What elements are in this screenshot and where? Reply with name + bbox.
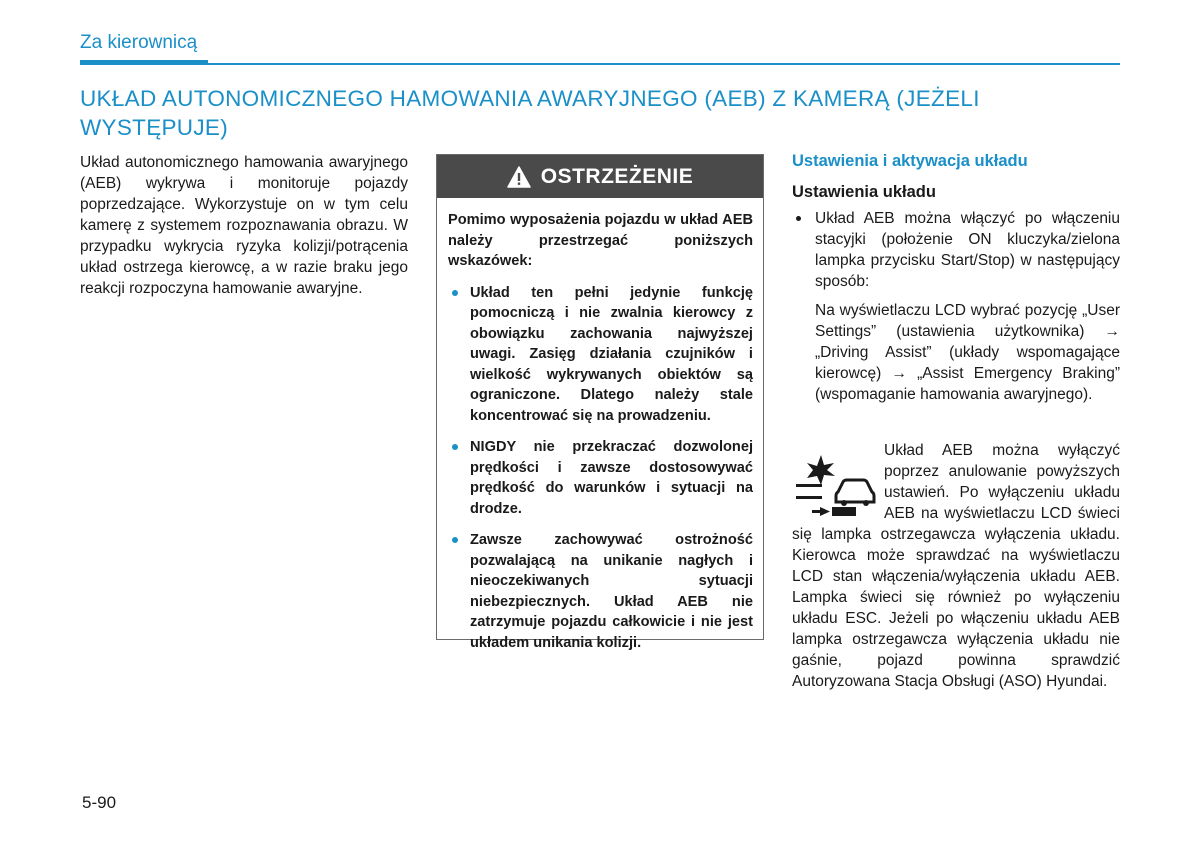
header-rule <box>80 63 1120 65</box>
warning-heading: OSTRZEŻENIE <box>540 164 694 188</box>
warning-header <box>437 155 763 198</box>
warning-item: Zawsze zachowywać ostrożność pozwalającą na unikanie nagłych i nieoczekiwanych sytuacji niebezpiecznych. Układ AEB nie zatrzymuje pojazdu całkowicie i nie jest układem unikania kolizji. <box>448 530 753 653</box>
lcd-instruction: Na wyświetlaczu LCD wybrać pozycję „User Settings” (ustawienia użytkownika) → „Driving Assist” (układy wspomagające kierowcę) → „Assist Emergency Braking” (wspomaganie hamowania awaryjnego). <box>815 302 1120 403</box>
warning-list <box>448 283 753 654</box>
right-column <box>792 150 1120 692</box>
settings-heading: Ustawienia układu <box>792 183 936 201</box>
section-header: Za kierownicą <box>80 32 198 53</box>
warning-body <box>437 198 763 653</box>
page-number: 5-90 <box>82 793 117 812</box>
warning-item: NIGDY nie przekraczać dozwolonej prędkości i zawsze dostosowywać prędkość do warunków i sytuacji na drodze. <box>448 437 753 519</box>
warning-item: Układ ten pełni jedynie funkcję pomocniczą i nie zwalnia kierowcy z obowiązku zachowania najwyższej uwagi. Zasięg działania czujników i wielkość wykrywanych obiektów są ograniczone. Dlatego należy stale koncentrować się na prowadzeniu. <box>448 283 753 427</box>
aeb-warning-lamp-icon <box>792 452 876 522</box>
aeb-off-section <box>792 440 1120 692</box>
warning-intro: Pomimo wyposażenia pojazdu w układ AEB należy przestrzegać poniższych wskazówek: <box>448 212 753 269</box>
warning-box <box>436 154 764 651</box>
intro-paragraph: Układ autonomicznego hamowania awaryjnego (AEB) wykrywa i monitoruje pojazdy poprzedzające. Wykorzystuje on w tym celu kamerę z systemem rozpoznawania obrazu. W przypadku wykrycia ryzyka kolizji/potrącenia układ ostrzega kierowcę, a w razie braku jego reakcji rozpoczyna hamowanie awaryjne. <box>80 154 408 297</box>
settings-activation-heading: Ustawienia i aktywacja układu <box>792 152 1028 170</box>
page-title: UKŁAD AUTONOMICZNEGO HAMOWANIA AWARYJNEGO (AEB) Z KAMERĄ (JEŻELI WYSTĘPUJE) <box>80 86 980 140</box>
aeb-off-paragraph: Układ AEB można wyłączyć poprzez anulowanie powyższych ustawień. Po wyłączeniu układu AEB na wyświetlaczu LCD świeci się lampka ostrzegawcza wyłączenia układu. Kierowca może sprawdzać na wyświetlaczu LCD stan włączenia/wyłączenia układu AEB. Lampka świeci się również po wyłączeniu układu ESC. Jeżeli po włączeniu układu AEB lampka ostrzegawcza wyłączenia układu nie gaśnie, pojazd powinna sprawdzić Autoryzowana Stacja Obsługi (ASO) Hyundai. <box>792 442 1120 690</box>
warning-triangle-icon <box>507 166 531 188</box>
settings-bullet: Układ AEB można włączyć po włączeniu stacyjki (położenie ON kluczyka/zielona lampka przycisku Start/Stop) w następujący sposób: <box>792 208 1120 292</box>
